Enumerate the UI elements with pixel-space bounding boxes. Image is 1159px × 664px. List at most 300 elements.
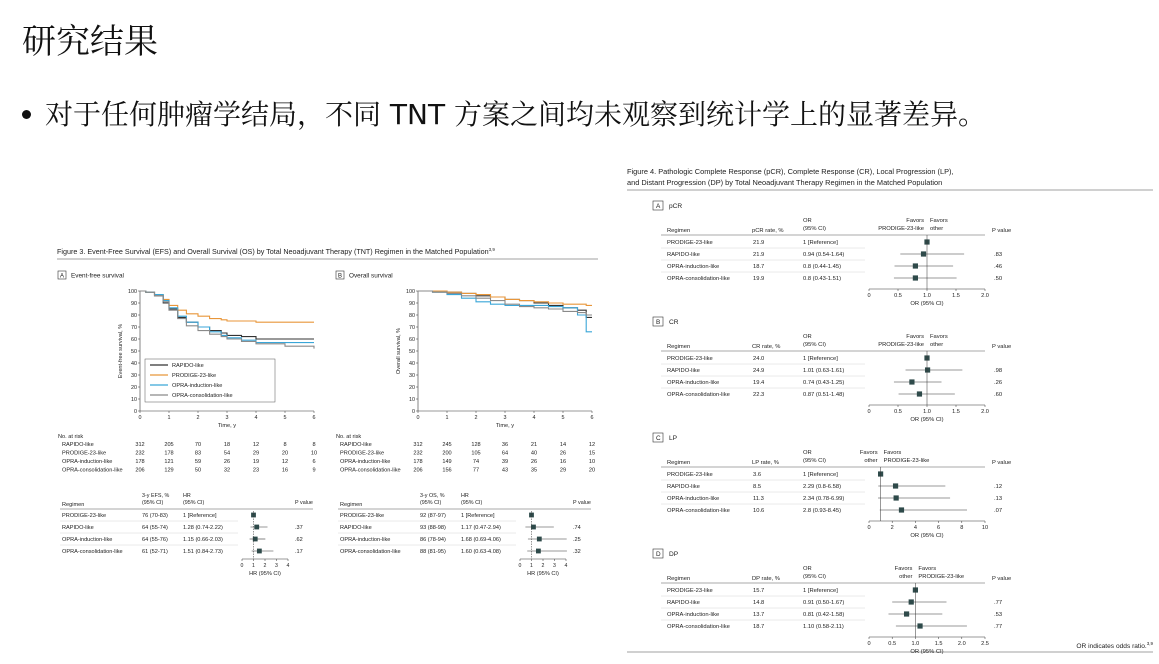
table-row-regimen: RAPIDO-like (667, 484, 700, 490)
table-row-regimen: RAPIDO-like (667, 252, 700, 258)
forest-x-label: OR (95% CI) (910, 417, 944, 423)
table-row-regimen: PRODIGE-23-like (667, 240, 713, 246)
x-axis-label: Time, y (495, 423, 515, 429)
at-risk-count: 105 (471, 450, 481, 457)
y-tick-label: 50 (131, 349, 137, 355)
table-row-regimen: OPRA-consolidation-like (667, 276, 730, 282)
forest-tick-label: 2 (541, 563, 545, 569)
at-risk-count: 14 (559, 442, 567, 448)
x-tick-label: 4 (254, 415, 258, 421)
km-curve-3 (418, 291, 592, 315)
table-row-p: .98 (994, 368, 1003, 374)
forest-tick-label: 4 (913, 525, 917, 531)
table-row-p: .13 (994, 496, 1003, 502)
forest-tick-label: 3 (553, 563, 556, 569)
table-row-rate: 61 (52-71) (142, 549, 168, 555)
table-row-p: .77 (994, 600, 1003, 606)
x-tick-label: 5 (283, 415, 287, 421)
at-risk-count: 19 (252, 459, 260, 465)
table-row-p: .37 (295, 525, 303, 531)
forest-tick-label: 0.5 (888, 641, 897, 647)
forest-tick-label: 1 (252, 563, 255, 569)
favors-right-line1: Favors (930, 218, 948, 224)
table-row-rate: 88 (81-95) (420, 549, 446, 555)
table-header-rate: 3-y EFS, % (142, 493, 170, 499)
table-row-hr: 1.60 (0.63-4.08) (461, 549, 501, 555)
table-row-or: 0.8 (0.44-1.45) (803, 264, 842, 270)
table-row-regimen: OPRA-consolidation-like (62, 549, 123, 555)
rate-header: CR rate, % (752, 344, 781, 350)
table-row-rate: 19.4 (753, 380, 765, 386)
favors-left-line1: Favors (894, 566, 913, 572)
y-tick-label: 90 (131, 301, 137, 307)
table-row-rate: 64 (55-76) (142, 537, 168, 543)
at-risk-row-label: PRODIGE-23-like (340, 450, 385, 457)
table-row-p: .77 (994, 624, 1003, 630)
at-risk-count: 232 (135, 450, 145, 457)
at-risk-count: 16 (281, 467, 289, 474)
km-curve-0 (140, 291, 314, 339)
at-risk-count: 8 (312, 442, 316, 448)
panel-label: Event-free survival (71, 272, 124, 280)
table-row-or: 0.8 (0.43-1.51) (803, 276, 842, 282)
forest-tick-label: 4 (564, 563, 568, 569)
y-tick-label: 80 (131, 313, 137, 319)
at-risk-count: 26 (530, 459, 538, 465)
at-risk-count: 206 (135, 467, 145, 474)
forest-tick-label: 2.0 (981, 409, 989, 415)
x-tick-label: 3 (225, 415, 229, 421)
y-axis-label: Overall survival, % (396, 327, 402, 375)
at-risk-count: 12 (588, 442, 596, 448)
panel-letter: B (338, 273, 343, 280)
table-row-or: 1 [Reference] (803, 588, 838, 594)
table-row-rate: 15.7 (753, 588, 765, 594)
favors-right-line1: Favors (883, 450, 902, 456)
table-row-regimen: PRODIGE-23-like (667, 588, 713, 594)
at-risk-count: 23 (252, 467, 260, 474)
table-row-rate: 19.9 (753, 276, 765, 282)
forest-tick-label: 2 (263, 563, 267, 569)
forest-tick-label: 1.0 (923, 293, 931, 299)
y-tick-label: 40 (409, 361, 415, 367)
favors-right-line1: Favors (918, 566, 937, 572)
at-risk-count: 245 (442, 442, 452, 448)
forest-x-label: HR (95% CI) (527, 571, 559, 577)
at-risk-count: 206 (413, 467, 423, 474)
table-row-regimen: RAPIDO-like (62, 525, 94, 531)
at-risk-count: 12 (281, 459, 289, 465)
favors-right-line2: PRODIGE-23-like (883, 458, 930, 464)
forest-x-label: OR (95% CI) (910, 301, 944, 307)
table-row-rate: 13.7 (753, 612, 765, 618)
table-header-rate-ci: (95% CI) (420, 500, 442, 506)
favors-right-line2: other (930, 342, 944, 348)
forest-tick-label: 3 (275, 563, 278, 569)
at-risk-count: 29 (559, 467, 567, 474)
table-row-or: 2.34 (0.78-6.99) (803, 496, 845, 502)
table-header-hr-ci: (95% CI) (183, 500, 205, 506)
table-row-p: .26 (994, 380, 1003, 386)
y-tick-label: 70 (131, 325, 137, 331)
y-tick-label: 70 (409, 325, 415, 331)
at-risk-count: 312 (413, 442, 423, 448)
point-estimate (894, 495, 899, 500)
at-risk-count: 77 (472, 467, 480, 474)
at-risk-row-label: OPRA-induction-like (62, 459, 113, 465)
table-row-p: .62 (295, 537, 303, 543)
at-risk-count: 232 (413, 450, 423, 457)
or-header-ci: (95% CI) (803, 342, 826, 348)
figure-3-title-sup: 3,9 (488, 247, 495, 252)
table-row-hr: 1.51 (0.84-2.73) (183, 549, 223, 555)
forest-tick-label: 0 (518, 563, 522, 569)
at-risk-count: 39 (501, 459, 509, 465)
figure-4-title-line: Figure 4. Pathologic Complete Response (pCR), Complete Response (CR), Local Progression (LP), (627, 167, 954, 176)
table-row-regimen: OPRA-consolidation-like (667, 508, 730, 514)
panel-label: LP (669, 435, 678, 442)
at-risk-count: 18 (223, 442, 231, 448)
favors-right-line1: Favors (930, 334, 948, 340)
favors-left-line1: Favors (859, 450, 878, 456)
table-row-or: 0.87 (0.51-1.48) (803, 392, 845, 398)
y-tick-label: 80 (409, 313, 415, 319)
table-row-or: 1.01 (0.63-1.61) (803, 368, 845, 374)
rate-header: DP rate, % (752, 576, 780, 582)
point-estimate (917, 623, 922, 628)
table-row-or: 0.74 (0.43-1.25) (803, 380, 845, 386)
table-row-rate: 92 (87-97) (420, 513, 446, 519)
rate-header: pCR rate, % (752, 228, 784, 234)
at-risk-row-label: RAPIDO-like (62, 442, 94, 448)
table-header-hr: HR (183, 493, 191, 499)
at-risk-count: 20 (588, 467, 596, 474)
table-header-rate-ci: (95% CI) (142, 500, 164, 506)
table-row-rate: 86 (78-94) (420, 537, 446, 543)
forest-x-label: OR (95% CI) (910, 533, 944, 539)
forest-tick-label: 0 (867, 641, 871, 647)
table-row-rate: 10.6 (753, 508, 765, 514)
y-tick-label: 40 (131, 361, 137, 367)
at-risk-count: 16 (559, 459, 567, 465)
table-row-rate: 14.8 (753, 600, 765, 606)
bullet-dot-icon (22, 110, 31, 119)
at-risk-count: 50 (194, 467, 202, 474)
table-row-p: .50 (994, 276, 1003, 282)
point-estimate (899, 507, 904, 512)
table-header-p: P value (295, 500, 313, 506)
panel-letter: C (656, 435, 661, 442)
p-header: P value (992, 576, 1012, 582)
at-risk-count: 43 (501, 467, 509, 474)
legend-item: PRODIGE-23-like (172, 373, 217, 379)
point-estimate (913, 263, 918, 268)
at-risk-count: 9 (312, 467, 316, 474)
table-row-or: 0.94 (0.54-1.64) (803, 252, 845, 258)
point-estimate (531, 525, 536, 530)
legend-item: OPRA-consolidation-like (172, 393, 233, 399)
x-tick-label: 1 (445, 415, 449, 421)
table-row-hr: 1 [Reference] (183, 513, 217, 519)
x-tick-label: 4 (532, 415, 536, 421)
at-risk-count: 178 (164, 450, 174, 457)
table-row-or: 1 [Reference] (803, 472, 838, 478)
table-row-p: .17 (295, 549, 303, 555)
table-row-regimen: OPRA-induction-like (667, 496, 720, 502)
favors-left-line2: other (899, 574, 913, 580)
or-header-ci: (95% CI) (803, 458, 826, 464)
km-curve-2 (140, 291, 314, 343)
forest-tick-label: 0 (867, 525, 871, 531)
y-tick-label: 10 (131, 397, 137, 403)
table-row-regimen: PRODIGE-23-like (340, 513, 385, 519)
forest-tick-label: 2.0 (981, 293, 989, 299)
at-risk-count: 59 (194, 459, 202, 465)
forest-tick-label: 8 (960, 525, 964, 531)
table-row-regimen: PRODIGE-23-like (62, 513, 107, 519)
at-risk-row-label: OPRA-consolidation-like (62, 467, 123, 474)
table-row-p: .60 (994, 392, 1003, 398)
panel-label: DP (669, 551, 679, 558)
point-estimate (893, 483, 898, 488)
p-header: P value (992, 460, 1012, 466)
at-risk-count: 121 (164, 459, 174, 465)
y-tick-label: 60 (409, 337, 415, 343)
at-risk-count: 40 (530, 450, 538, 457)
at-risk-count: 12 (252, 442, 260, 448)
forest-tick-label: 4 (286, 563, 290, 569)
x-tick-label: 6 (312, 415, 316, 421)
forest-tick-label: 2 (890, 525, 894, 531)
forest-tick-label: 6 (937, 525, 941, 531)
at-risk-count: 15 (588, 450, 596, 457)
panel-label: Overall survival (349, 272, 393, 280)
point-estimate (254, 525, 259, 530)
table-row-regimen: PRODIGE-23-like (667, 472, 713, 478)
point-estimate (909, 599, 914, 604)
favors-left-line2: PRODIGE-23-like (878, 342, 924, 348)
table-row-rate: 93 (88-98) (420, 525, 446, 531)
at-risk-count: 129 (164, 467, 174, 474)
at-risk-count: 35 (530, 467, 538, 474)
at-risk-count: 32 (223, 467, 231, 474)
page-title: 研究结果 (22, 22, 158, 62)
table-row-rate: 76 (70-83) (142, 513, 168, 519)
table-row-hr: 1 [Reference] (461, 513, 495, 519)
panel-letter: A (656, 203, 661, 210)
or-header-ci: (95% CI) (803, 226, 826, 232)
table-row-hr: 1.15 (0.66-2.03) (183, 537, 223, 543)
forest-x-label: HR (95% CI) (249, 571, 281, 577)
panel-letter: D (656, 551, 661, 558)
point-estimate (921, 251, 926, 256)
forest-tick-label: 1.0 (911, 641, 920, 647)
at-risk-row-label: OPRA-induction-like (340, 459, 391, 465)
table-row-p: .32 (573, 549, 581, 555)
table-row-regimen: RAPIDO-like (340, 525, 372, 531)
panel-label: pCR (669, 203, 683, 210)
panel-letter: A (60, 273, 65, 280)
point-estimate (913, 275, 918, 280)
at-risk-count: 70 (194, 442, 202, 448)
table-row-hr: 1.28 (0.74-2.22) (183, 525, 223, 531)
table-row-regimen: OPRA-induction-like (62, 537, 113, 543)
at-risk-count: 54 (223, 450, 231, 457)
table-row-or: 1.10 (0.58-2.11) (803, 624, 844, 630)
point-estimate (904, 611, 909, 616)
x-tick-label: 3 (503, 415, 507, 421)
y-tick-label: 50 (409, 349, 415, 355)
table-header-regimen: Regimen (340, 502, 363, 508)
at-risk-count: 205 (164, 442, 174, 448)
forest-tick-label: 0 (867, 409, 871, 415)
rate-header: LP rate, % (752, 460, 779, 466)
at-risk-count: 64 (501, 450, 509, 457)
table-row-p: .25 (573, 537, 581, 543)
bullet-point (22, 93, 986, 133)
table-header-hr: HR (461, 493, 469, 499)
at-risk-count: 26 (559, 450, 567, 457)
table-row-regimen: OPRA-induction-like (340, 537, 391, 543)
forest-tick-label: 2.0 (957, 641, 966, 647)
at-risk-count: 312 (135, 442, 145, 448)
favors-right-line2: other (930, 226, 944, 232)
km-curve-1 (140, 291, 314, 322)
table-row-rate: 21.9 (753, 252, 765, 258)
legend-item: RAPIDO-like (172, 363, 204, 369)
y-tick-label: 0 (412, 409, 415, 415)
y-tick-label: 20 (409, 385, 415, 391)
x-tick-label: 0 (416, 415, 420, 421)
at-risk-count: 26 (223, 459, 231, 465)
favors-left-line1: Favors (906, 218, 924, 224)
x-tick-label: 2 (474, 415, 478, 421)
forest-tick-label: 1.5 (934, 641, 943, 647)
favors-left-line2: other (864, 458, 878, 464)
forest-tick-label: 1.5 (952, 409, 960, 415)
table-row-p: .12 (994, 484, 1003, 490)
at-risk-count: 21 (530, 442, 538, 448)
or-header: OR (803, 334, 812, 340)
point-estimate (909, 379, 914, 384)
table-row-regimen: OPRA-induction-like (667, 264, 720, 270)
point-estimate (536, 549, 541, 554)
forest-tick-label: 0.5 (894, 409, 902, 415)
table-row-rate: 18.7 (753, 624, 765, 630)
table-row-regimen: OPRA-induction-like (667, 612, 720, 618)
at-risk-count: 20 (281, 450, 289, 457)
table-row-rate: 21.9 (753, 240, 765, 246)
table-header-rate: 3-y OS, % (420, 493, 445, 499)
table-row-p: .07 (994, 508, 1003, 514)
y-tick-label: 100 (128, 289, 137, 295)
y-tick-label: 0 (134, 409, 137, 415)
regimen-header: Regimen (667, 576, 691, 582)
table-row-rate: 8.5 (753, 484, 762, 490)
table-header-regimen: Regimen (62, 502, 85, 508)
at-risk-row-label: RAPIDO-like (340, 442, 372, 448)
at-risk-row-label: OPRA-consolidation-like (340, 467, 401, 474)
x-tick-label: 1 (167, 415, 171, 421)
table-row-rate: 3.6 (753, 472, 762, 478)
or-header-ci: (95% CI) (803, 574, 826, 580)
x-tick-label: 5 (561, 415, 565, 421)
forest-tick-label: 2.5 (981, 641, 989, 647)
table-row-p: .74 (573, 525, 581, 531)
table-row-regimen: OPRA-consolidation-like (667, 624, 730, 630)
figure-4-footnote: OR indicates odds ratio.$^{3,9}$ (1076, 641, 1153, 650)
x-tick-label: 0 (138, 415, 142, 421)
at-risk-count: 10 (588, 459, 596, 465)
y-tick-label: 30 (409, 373, 415, 379)
table-row-or: 1 [Reference] (803, 240, 838, 246)
legend-item: OPRA-induction-like (172, 383, 223, 389)
forest-tick-label: 1.5 (952, 293, 960, 299)
forest-tick-label: 1 (530, 563, 533, 569)
table-row-rate: 64 (55-74) (142, 525, 168, 531)
panel-label: CR (669, 319, 679, 326)
table-row-rate: 11.3 (753, 496, 764, 502)
figure-4-footnote-sup: 3,9 (1146, 641, 1153, 646)
at-risk-count: 156 (442, 467, 452, 474)
regimen-header: Regimen (667, 344, 691, 350)
at-risk-count: 10 (310, 450, 318, 457)
at-risk-count: 178 (135, 459, 145, 465)
y-tick-label: 60 (131, 337, 137, 343)
p-header: P value (992, 344, 1012, 350)
at-risk-title: No. at risk (58, 434, 84, 440)
y-tick-label: 10 (409, 397, 415, 403)
table-row-regimen: RAPIDO-like (667, 368, 700, 374)
at-risk-count: 178 (413, 459, 423, 465)
y-tick-label: 100 (406, 289, 415, 295)
at-risk-count: 6 (312, 459, 316, 465)
point-estimate (917, 391, 922, 396)
forest-tick-label: 1.0 (923, 409, 931, 415)
y-tick-label: 30 (131, 373, 137, 379)
table-row-regimen: OPRA-consolidation-like (667, 392, 730, 398)
table-row-or: 0.81 (0.42-1.58) (803, 612, 845, 618)
at-risk-count: 200 (442, 450, 452, 457)
at-risk-count: 74 (472, 459, 480, 465)
regimen-header: Regimen (667, 460, 691, 466)
favors-right-line2: PRODIGE-23-like (918, 574, 965, 580)
at-risk-count: 128 (471, 442, 481, 448)
or-header: OR (803, 566, 812, 572)
table-row-p: .83 (994, 252, 1003, 258)
y-tick-label: 90 (409, 301, 415, 307)
table-row-hr: 1.17 (0.47-2.94) (461, 525, 501, 531)
forest-tick-label: 10 (981, 525, 989, 531)
regimen-header: Regimen (667, 228, 691, 234)
x-tick-label: 2 (196, 415, 200, 421)
x-tick-label: 6 (590, 415, 594, 421)
table-row-p: .53 (994, 612, 1003, 618)
table-row-rate: 18.7 (753, 264, 765, 270)
or-header: OR (803, 218, 812, 224)
table-row-or: 2.8 (0.93-8.45) (803, 508, 842, 514)
at-risk-title: No. at risk (336, 434, 362, 440)
table-row-regimen: OPRA-induction-like (667, 380, 720, 386)
point-estimate (537, 537, 542, 542)
table-row-or: 1 [Reference] (803, 356, 838, 362)
figure-4 (625, 163, 1155, 661)
table-row-regimen: PRODIGE-23-like (667, 356, 713, 362)
bullet-text: 对于任何肿瘤学结局，不同 TNT 方案之间均未观察到统计学上的显著差异。 (45, 98, 986, 131)
table-row-regimen: RAPIDO-like (667, 600, 700, 606)
forest-tick-label: 0 (240, 563, 244, 569)
figure-4-title-line: and Distant Progression (DP) by Total Neoadjuvant Therapy Regimen in the Matched Population (627, 178, 943, 187)
